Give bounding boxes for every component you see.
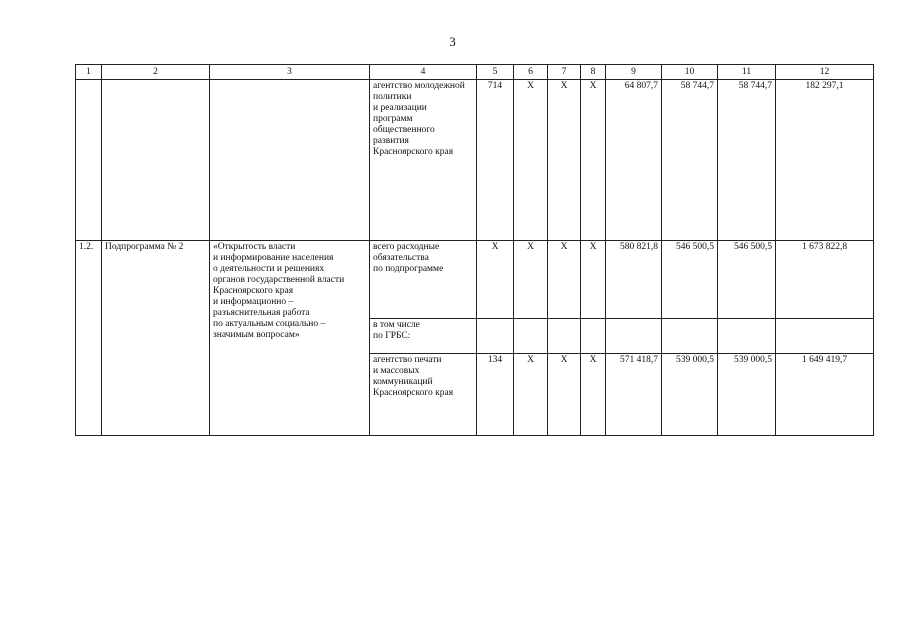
agency-name-cell: агентство молодежной политики и реализации программ общественного развития Красноярского края bbox=[370, 80, 477, 241]
header-cell: 1 bbox=[76, 65, 102, 80]
table-cell bbox=[76, 80, 102, 241]
table-cell bbox=[581, 319, 606, 354]
table-cell: X bbox=[548, 241, 581, 319]
total-label-cell: всего расходные обязательства по подпрограмме bbox=[370, 241, 477, 319]
subprogram-number-cell: 1.2. bbox=[76, 241, 102, 436]
amount-cell: 571 418,7 bbox=[606, 354, 662, 436]
header-cell: 6 bbox=[514, 65, 548, 80]
table-cell: X bbox=[581, 354, 606, 436]
table-cell: X bbox=[581, 80, 606, 241]
header-cell: 2 bbox=[102, 65, 210, 80]
amount-cell: 58 744,7 bbox=[718, 80, 776, 241]
grbs-code-cell: 714 bbox=[477, 80, 514, 241]
table-cell bbox=[210, 80, 370, 241]
table-cell bbox=[102, 80, 210, 241]
table-row-youth-agency bbox=[76, 80, 874, 241]
total-amount-cell: 182 297,1 bbox=[776, 80, 874, 241]
table-cell bbox=[514, 319, 548, 354]
table-cell: X bbox=[477, 241, 514, 319]
table-cell bbox=[776, 319, 874, 354]
subprogram-name-cell: «Открытость власти и информирование населения о деятельности и решениях органов государственной власти Красноярского края и информационно – разъяснительная работа по актуальным социально – значимым вопросам» bbox=[210, 241, 370, 436]
budget-table bbox=[75, 64, 874, 436]
table-row-subprogram-total bbox=[76, 241, 874, 319]
page-number: 3 bbox=[449, 34, 456, 49]
table-cell bbox=[606, 319, 662, 354]
header-cell: 5 bbox=[477, 65, 514, 80]
total-amount-cell: 1 649 419,7 bbox=[776, 354, 874, 436]
subprogram-status-cell: Подпрограмма № 2 bbox=[102, 241, 210, 436]
table-cell bbox=[662, 319, 718, 354]
including-label-cell: в том числе по ГРБС: bbox=[370, 319, 477, 354]
table-cell: X bbox=[514, 80, 548, 241]
header-cell: 4 bbox=[370, 65, 477, 80]
table-cell bbox=[477, 319, 514, 354]
agency-name-cell: агентство печати и массовых коммуникаций Красноярского края bbox=[370, 354, 477, 436]
amount-cell: 546 500,5 bbox=[662, 241, 718, 319]
table-cell: X bbox=[514, 241, 548, 319]
amount-cell: 58 744,7 bbox=[662, 80, 718, 241]
table-cell: X bbox=[548, 80, 581, 241]
amount-cell: 580 821,8 bbox=[606, 241, 662, 319]
table-cell bbox=[718, 319, 776, 354]
amount-cell: 539 000,5 bbox=[662, 354, 718, 436]
header-cell: 3 bbox=[210, 65, 370, 80]
header-row bbox=[76, 65, 874, 80]
table-cell bbox=[548, 319, 581, 354]
amount-cell: 539 000,5 bbox=[718, 354, 776, 436]
total-amount-cell: 1 673 822,8 bbox=[776, 241, 874, 319]
grbs-code-cell: 134 bbox=[477, 354, 514, 436]
header-cell: 8 bbox=[581, 65, 606, 80]
table-cell: X bbox=[514, 354, 548, 436]
header-cell: 10 bbox=[662, 65, 718, 80]
table-cell: X bbox=[548, 354, 581, 436]
header-cell: 7 bbox=[548, 65, 581, 80]
header-cell: 11 bbox=[718, 65, 776, 80]
table-cell: X bbox=[581, 241, 606, 319]
header-cell: 9 bbox=[606, 65, 662, 80]
amount-cell: 546 500,5 bbox=[718, 241, 776, 319]
amount-cell: 64 807,7 bbox=[606, 80, 662, 241]
header-cell: 12 bbox=[776, 65, 874, 80]
